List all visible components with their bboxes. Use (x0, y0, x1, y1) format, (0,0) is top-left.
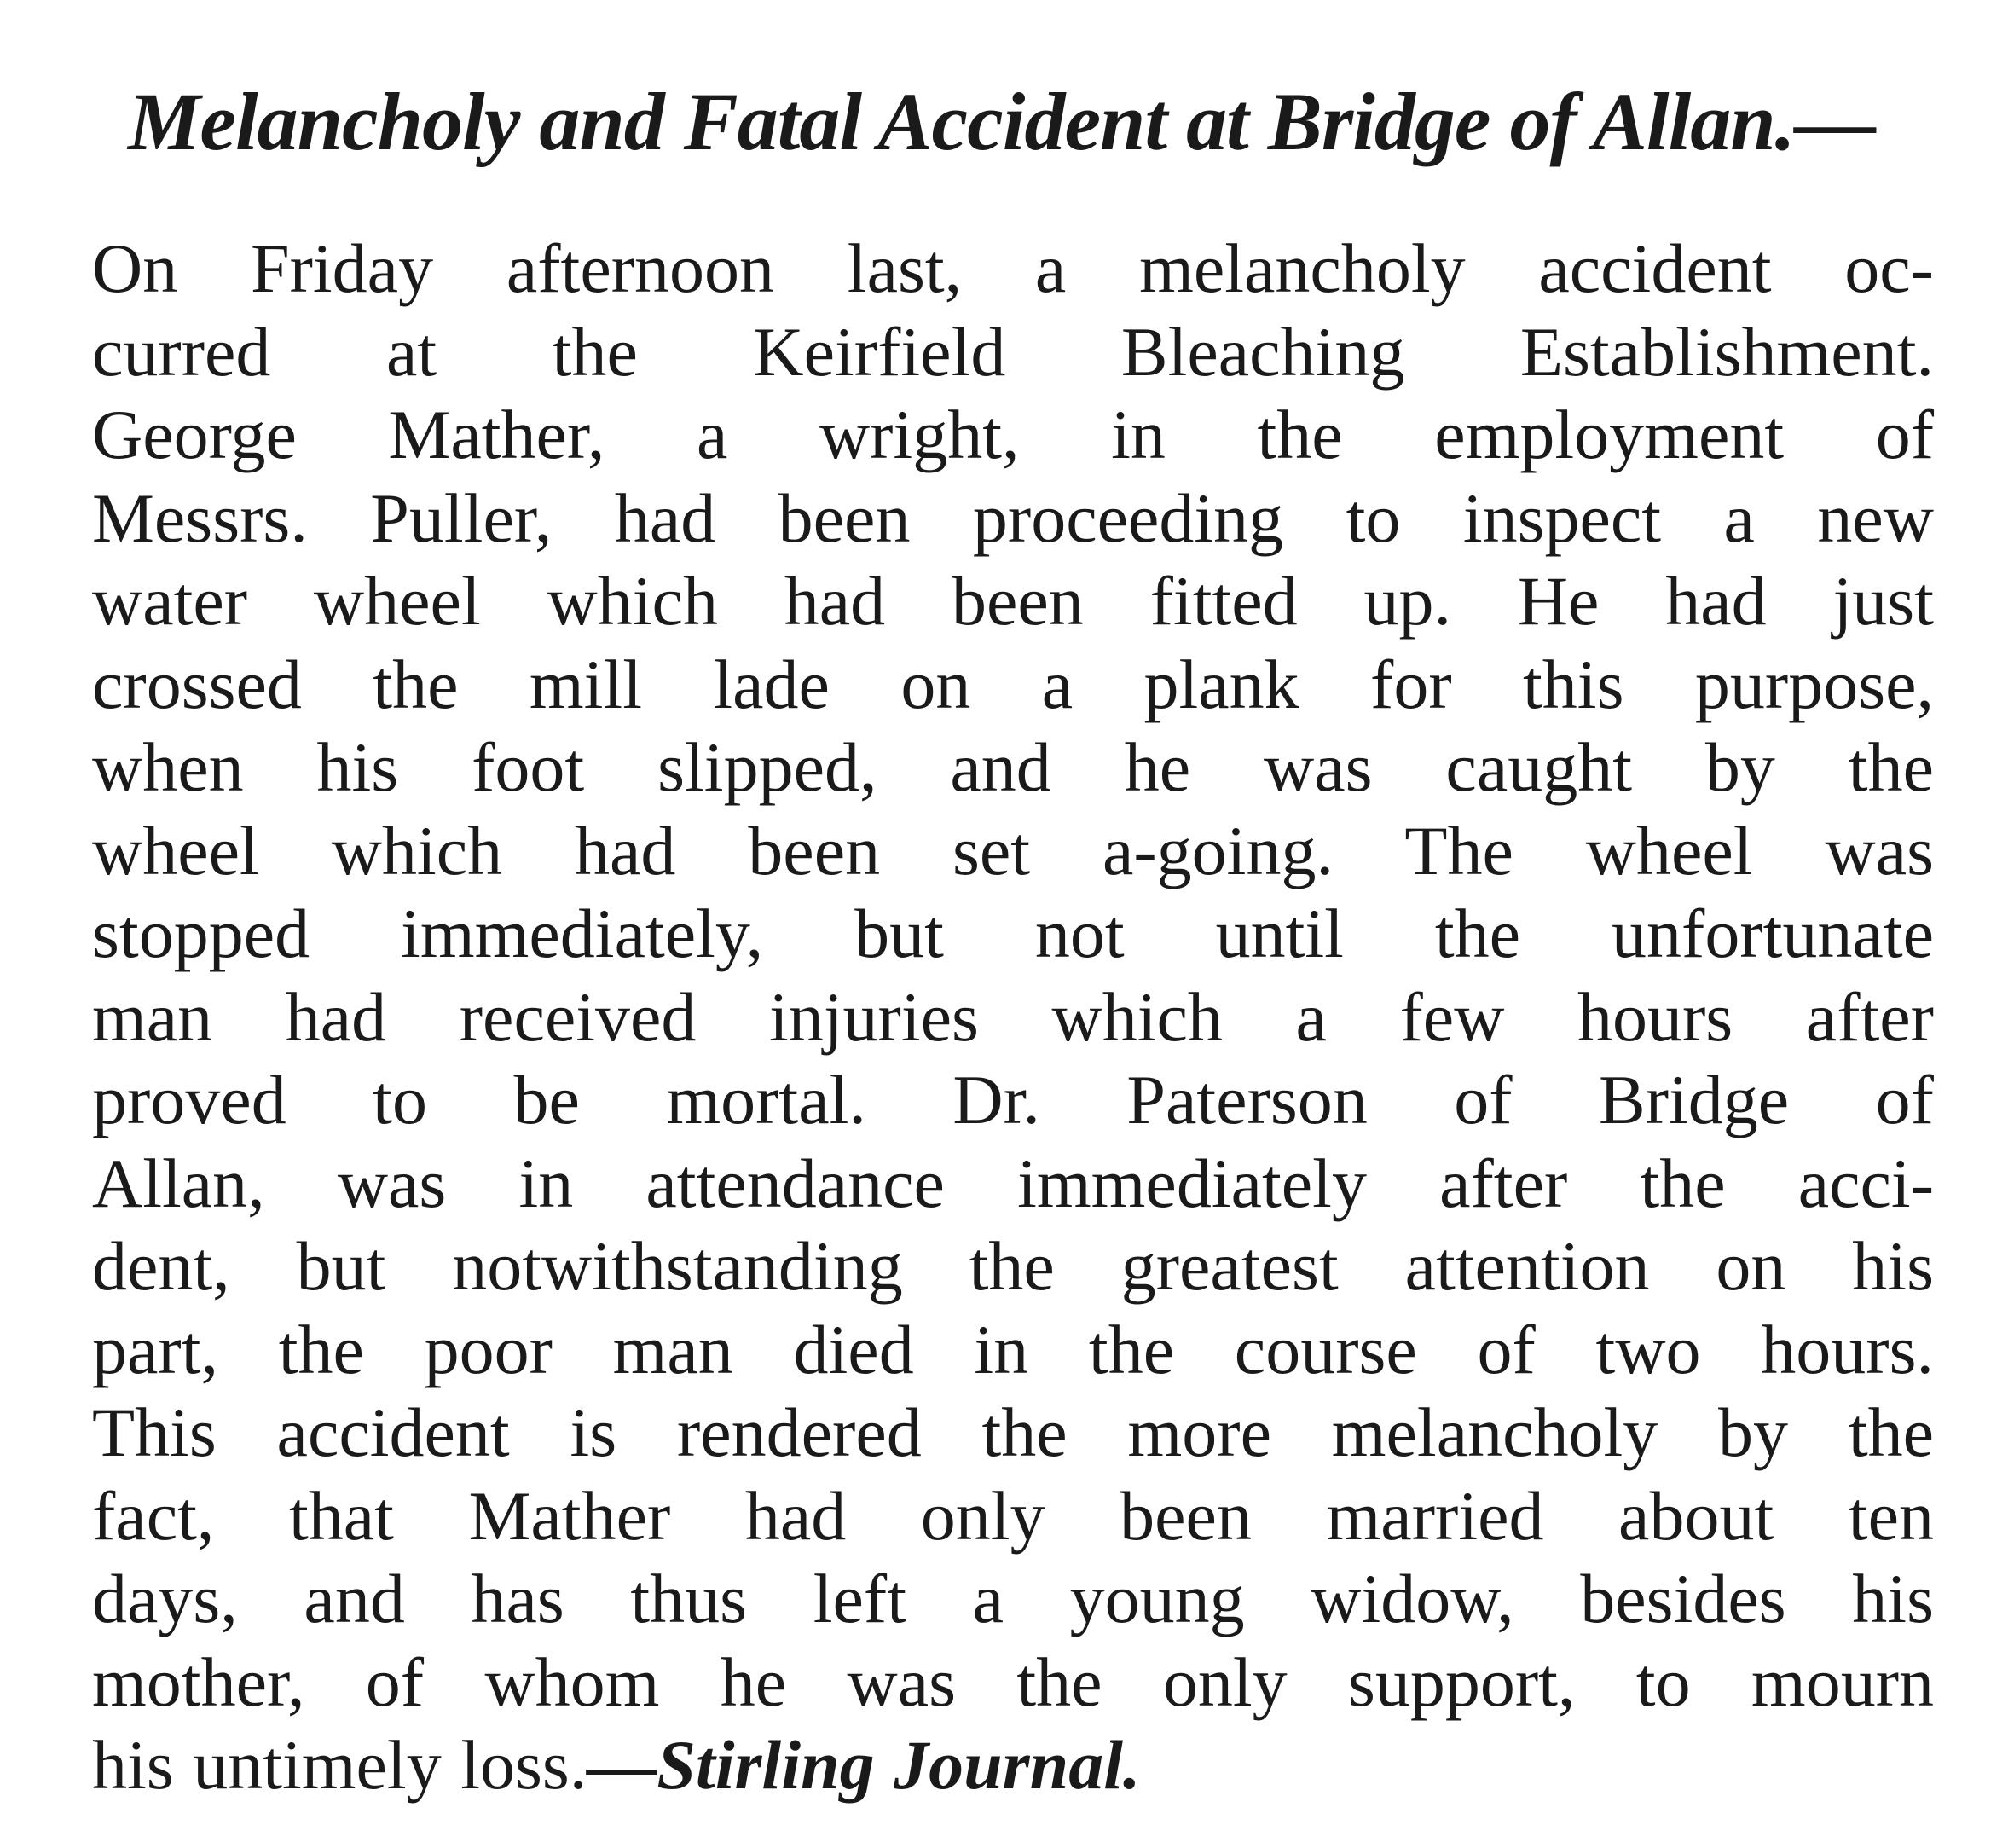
article-line: crossed the mill lade on a plank for this purpose, (92, 645, 1934, 723)
article-body (92, 227, 1934, 1807)
article-line: when his foot slipped, and he was caught by the (92, 728, 1934, 806)
article-line: wheel which had been set a-going. The wheel was (92, 811, 1934, 889)
article-line: On Friday afternoon last, a melancholy accident oc- (92, 229, 1934, 307)
article-source: —Stirling Journal. (587, 1726, 1141, 1804)
article-headline: Melancholy and Fatal Accident at Bridge of Allan.— (128, 76, 1876, 167)
article-line: fact, that Mather had only been married about ten (92, 1476, 1934, 1555)
article-line: mother, of whom he was the only support, to mourn (92, 1642, 1934, 1721)
article-line: curred at the Keirfield Bleaching Establishment. (92, 312, 1934, 391)
article-line: days, and has thus left a young widow, besides his (92, 1560, 1934, 1637)
article-line: George Mather, a wright, in the employment of (92, 396, 1934, 473)
article-last-line (92, 1723, 1934, 1807)
article-line: This accident is rendered the more melancholy by the (92, 1393, 1934, 1471)
article-line: stopped immediately, but not until the unfortunate (92, 895, 1934, 972)
article-line: water wheel which had been fitted up. He had just (92, 562, 1934, 640)
article-line: man had received injuries which a few hours after (92, 977, 1934, 1056)
article-line: proved to be mortal. Dr. Paterson of Bridge of (92, 1061, 1934, 1138)
article-line: Allan, was in attendance immediately after the acci- (92, 1144, 1934, 1222)
article-line: Messrs. Puller, had been proceeding to inspect a new (92, 478, 1934, 557)
article-line: dent, but notwithstanding the greatest attention on his (92, 1227, 1934, 1305)
article-line: part, the poor man died in the course of two hours. (92, 1310, 1934, 1388)
article-last-line-text: his untimely loss. (92, 1726, 587, 1804)
